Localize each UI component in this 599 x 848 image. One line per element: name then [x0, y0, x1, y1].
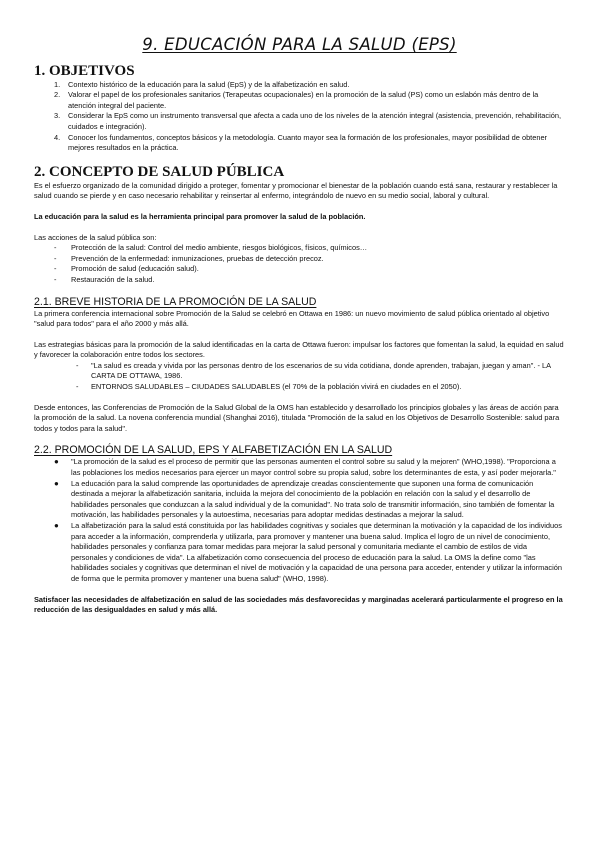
- list-item: - Promoción de salud (educación salud).: [54, 264, 199, 274]
- list-item: 2. Valorar el papel de los profesionales sanitarios (Terapeutas ocupacionales) en la promoción de la salud (PS) como un eslabón más dentro de la atención integral del paciente.: [54, 90, 539, 110]
- section-heading-salud-publica: 2. CONCEPTO DE SALUD PÚBLICA: [34, 163, 285, 180]
- paragraph: La primera conferencia internacional sobre Promoción de la Salud se celebró en Ottawa en 1986: un nuevo movimiento de salud pública orientado al objetivo "salud para todos" para el año 2000 y más allá.: [34, 308, 550, 329]
- ottawa-list: [34, 361, 565, 393]
- paragraph: Las estrategias básicas para la promoción de la salud identificadas en la carta de Ottawa fueron: impulsar los factores que fomentan la salud, la equidad en salud y favorecer la colaboración entre todos los sectores.: [34, 339, 564, 360]
- page-title: 9. EDUCACIÓN PARA LA SALUD (EPS): [142, 35, 457, 54]
- list-item: ● La educación para la salud comprende las oportunidades de aprendizaje creadas conscientemente que suponen una forma de comunicación destinada a mejorar la alfabetización sanitaria, incluida la mejora del conocimiento de la población en relación con la salud y el desarrollo de habilidades personales que conduzcan a la salud individual y de la comunidad". No trata solo de transmitir información, sino también de fomentar la motivación, las habilidades personales y la autoestima, necesarias para adoptar medidas destinadas a mejorar la salud.: [54, 478, 555, 520]
- paragraph: La educación para la salud es la herramienta principal para promover la salud de la población.: [34, 211, 366, 221]
- subsection-heading-promocion: 2.2. PROMOCIÓN DE LA SALUD, EPS Y ALFABETIZACIÓN EN LA SALUD: [34, 444, 393, 457]
- list-item: - Prevención de la enfermedad: inmunizaciones, pruebas de detección precoz.: [54, 253, 324, 263]
- list-item: ● La alfabetización para la salud está constituida por las habilidades cognitivas y sociales que determinan la motivación y la capacidad de los individuos para acceder a la información, comprenderla y utilizarla, para promover y mantener una buena salud. Implica el logro de un nivel de conocimiento, habilidades personales y confianza para tomar medidas para mejorar la salud personal y comunitaria mediante el cambio de estilos de vida personales y condiciones de vida". La alfabetización como consecuencia del proceso de educación para la salud. La OMS la define como "las habilidades sociales y cognitivas que determinan el nivel de motivación y la capacidad de una persona para acceder, entender y utilizar la información de forma que le permita promover y mantener una buena salud" (WHO, 1998).: [54, 521, 562, 583]
- list-item: - "La salud es creada y vivida por las personas dentro de los escenarios de su vida cotidiana, donde aprenden, trabajan, juegan y aman". - LA CARTA DE OTTAWA, 1986.: [76, 360, 551, 381]
- section-heading-objetivos: 1. OBJETIVOS: [34, 62, 135, 79]
- list-item: - Protección de la salud: Control del medio ambiente, riesgos biológicos, físicos, químicos…: [54, 243, 368, 253]
- list-item: 4. Conocer los fundamentos, conceptos básicos y la metodología. Cuanto mayor sea la formación de los profesionales, mayor posibilidad de obtener mejores resultados en la práctica.: [54, 132, 548, 153]
- closing-paragraph: Satisfacer las necesidades de alfabetización en salud de las sociedades más desfavorecidas y marginadas acelerará particularmente el progreso en la reducción de las desigualdades en salud y más allá.: [34, 594, 563, 615]
- objectives-list: [34, 80, 565, 154]
- paragraph: Las acciones de la salud pública son:: [34, 232, 157, 242]
- subsection-heading-historia: 2.1. BREVE HISTORIA DE LA PROMOCIÓN DE LA SALUD: [34, 295, 317, 308]
- list-item: - ENTORNOS SALUDABLES – CIUDADES SALUDABLES (el 70% de la población vivirá en ciudades en el 2050).: [76, 382, 462, 392]
- list-item: ● "La promoción de la salud es el proceso de permitir que las personas aumenten el control sobre su salud y la mejoren" (WHO,1998). "Proporciona a las poblaciones los medios necesarios para ejercer un mayor control sobre su propia salud, sobre los determinantes de esta, y así poder mejorarla.": [54, 457, 556, 478]
- list-item: 3. Considerar la EpS como un instrumento transversal que afecta a cada uno de los niveles de la atención integral (asistencia, prevención, rehabilitación, cuidados e integración).: [54, 111, 561, 131]
- actions-list: [34, 243, 565, 285]
- paragraph: Es el esfuerzo organizado de la comunidad dirigido a proteger, fomentar y promocionar el bienestar de la población cuando está sana, restaurar y restablecer la salud cuando se pierde y en caso necesario rehabilitar y reinsertar al enfermo, integrándolo de nuevo en su medio social, laboral y cultural.: [34, 180, 558, 201]
- list-item: 1. Contexto histórico de la educación para la salud (EpS) y de la alfabetización en salud.: [54, 79, 350, 89]
- list-item: - Restauración de la salud.: [54, 274, 155, 284]
- paragraph: Desde entonces, las Conferencias de Promoción de la Salud Global de la OMS han establecido y desarrollado los principios globales y las áreas de acción para la promoción de la salud. La novena conferencia mundial (Shanghai 2016), titulada "Promoción de la salud en los Objetivos de Desarrollo Sostenible: salud para todos y todos para la salud".: [34, 402, 560, 433]
- promotion-list: [34, 457, 565, 584]
